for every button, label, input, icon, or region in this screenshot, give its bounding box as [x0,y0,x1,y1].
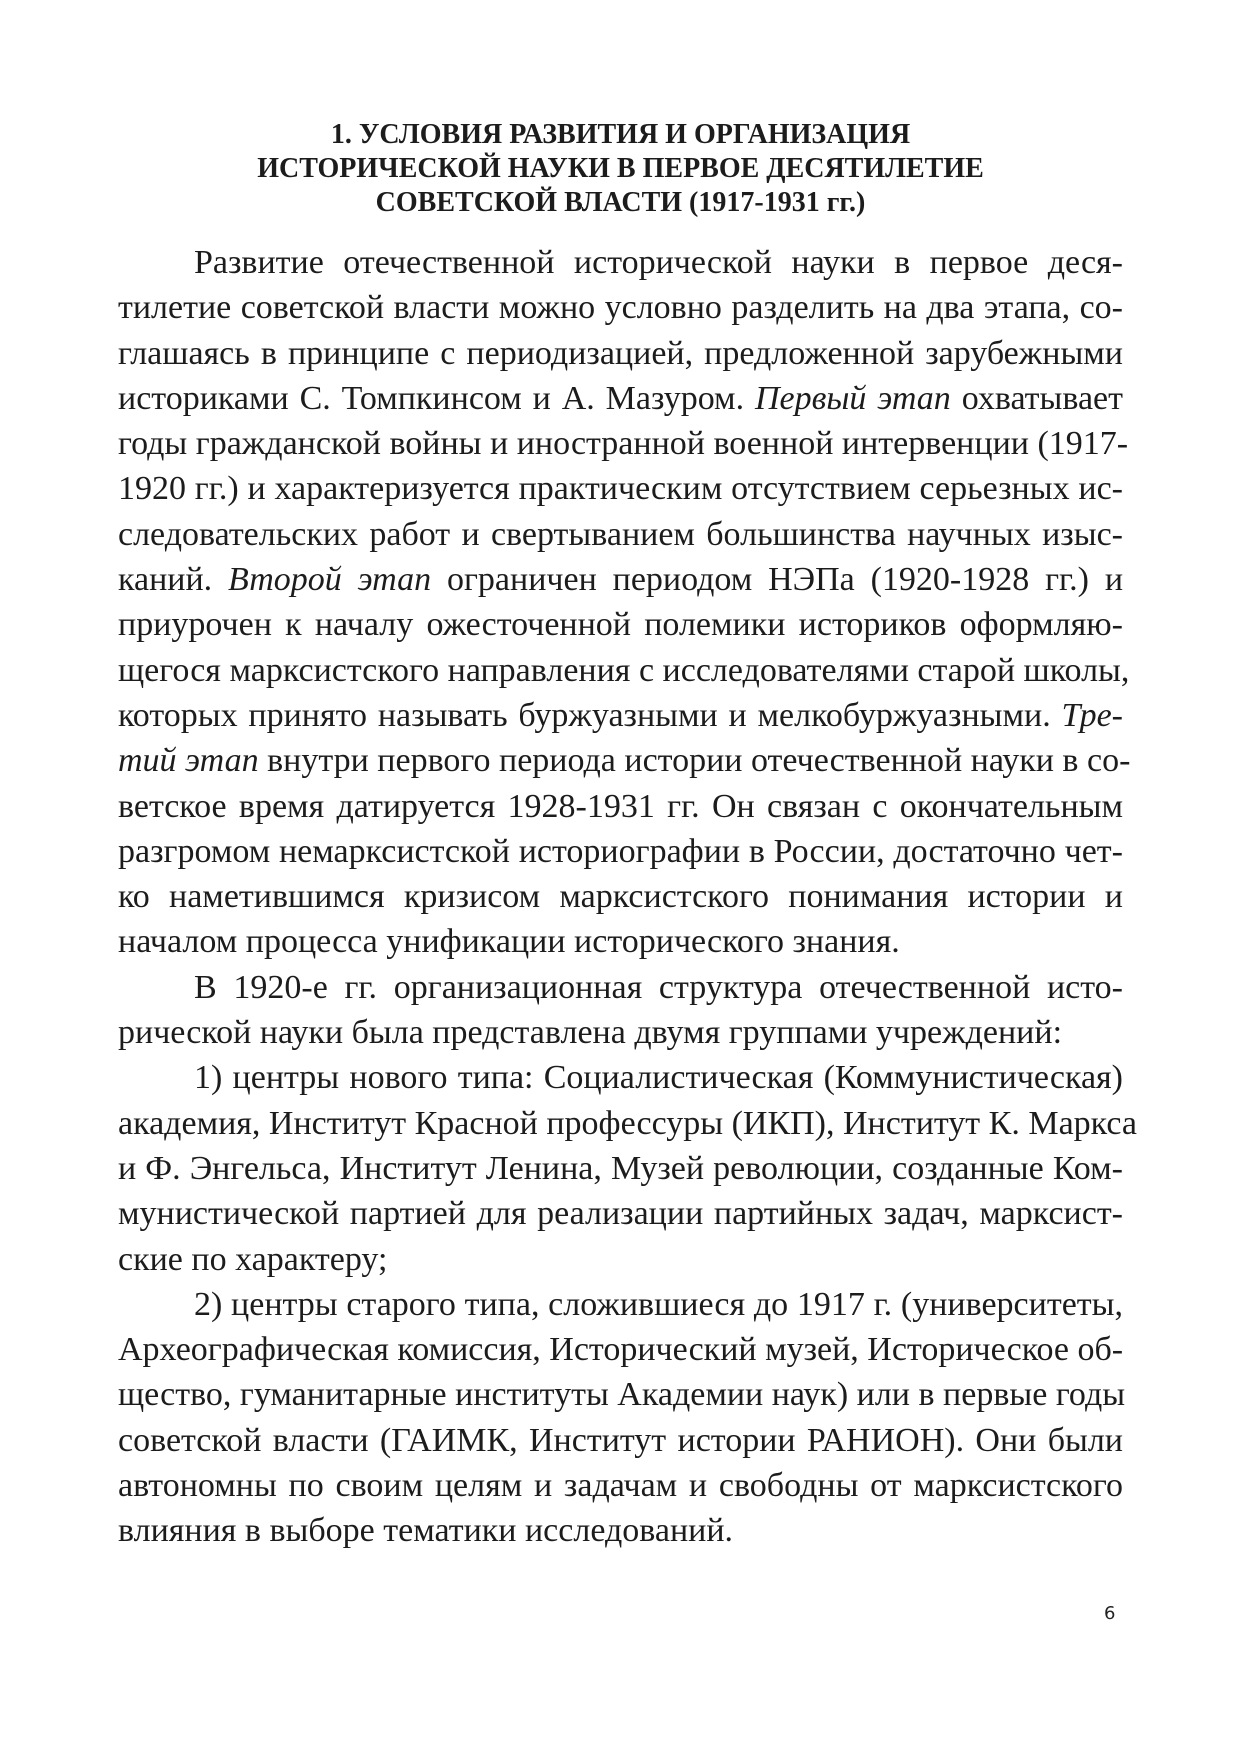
heading-line-3: СОВЕТСКОЙ ВЛАСТИ (1917-1931 гг.) [375,187,866,218]
text-run: которых принято называть буржуазными и мелкобуржуазными. [118,696,1051,734]
text-line: щество, гуманитарные институты Академии наук) или в первые годы [118,1376,1126,1414]
text-line [118,376,1123,421]
text-line: академия, Институт Красной профессуры (ИКП), Институт К. Маркса [118,1104,1137,1142]
text-line: советской власти (ГАИМК, Институт истории РАНИОН). Они были [118,1421,1123,1459]
section-heading [118,118,1123,220]
text-line: 2) центры старого типа, сложившиеся до 1917 г. (университеты, [194,1285,1123,1323]
text-line: ветское время датируется 1928-1931 гг. Он связан с окончательным [118,787,1123,825]
heading-line-2: ИСТОРИЧЕСКОЙ НАУКИ В ПЕРВОЕ ДЕСЯТИЛЕТИЕ [257,153,984,184]
text-line: тилетие советской власти можно условно разделить на два этапа, со- [118,289,1123,327]
text-line [118,738,1131,783]
text-line: 1) центры нового типа: Социалистическая (Коммунистическая) [194,1059,1123,1097]
text-line: влияния в выборе тематики исследований. [118,1512,734,1550]
text-line: глашаясь в принципе с периодизацией, предложенной зарубежными [118,334,1123,372]
text-line: автономны по своим целям и задачам и свободны от марксистского [118,1467,1123,1505]
text-line: приурочен к началу ожесточенной полемики историков оформляю- [118,606,1123,644]
text-line: и Ф. Энгельса, Институт Ленина, Музей революции, созданные Ком- [118,1149,1123,1187]
paragraph-organization-structure [118,965,1123,1056]
text-run: каний. [118,561,213,599]
list-item-old-centers [118,1282,1126,1554]
emphasis-second-stage: Второй этап [228,561,432,599]
text-line: ские по характеру; [118,1240,388,1278]
heading-line-1: 1. УСЛОВИЯ РАЗВИТИЯ И ОРГАНИЗАЦИЯ [330,119,911,150]
text-run: внутри первого периода истории отечественной науки в со- [267,742,1131,780]
list-item-new-centers [118,1055,1137,1281]
text-line: ко наметившимся кризисом марксистского понимания истории и [118,878,1123,916]
text-line: рической науки была представлена двумя группами учреждений: [118,1014,1063,1052]
body-text [118,240,1137,1554]
text-run: охватывает [961,379,1124,417]
text-line: следовательских работ и свертыванием большинства научных изыс- [118,515,1123,553]
text-run: ограничен периодом НЭПа (1920-1928 гг.) и [446,561,1124,599]
text-run: историками С. Томпкинсом и А. Мазуром. [118,379,745,417]
emphasis-third-stage-part1: Тре- [1061,696,1124,734]
page-number: 6 [1104,1603,1116,1624]
text-line: разгромом немарксистской историографии в России, достаточно чет- [118,832,1123,870]
text-line: началом процесса унификации исторического знания. [118,923,900,961]
emphasis-first-stage: Первый этап [754,379,951,417]
text-line: Археографическая комиссия, Исторический музей, Историческое об- [118,1331,1124,1369]
text-line [118,557,1123,602]
text-line [118,693,1123,738]
text-line: мунистической партией для реализации партийных задач, марксист- [118,1195,1123,1233]
text-line: Развитие отечественной исторической науки в первое деся- [194,244,1123,281]
paragraph-periodization [118,240,1131,965]
text-line: щегося марксистского направления с исследователями старой школы, [118,651,1130,689]
text-line: годы гражданской войны и иностранной военной интервенции (1917- [118,425,1129,463]
text-line: В 1920-е гг. организационная структура отечественной исто- [194,968,1123,1006]
emphasis-third-stage-part2: тий этап [118,742,259,780]
text-line: 1920 гг.) и характеризуется практическим отсутствием серьезных ис- [118,470,1123,508]
